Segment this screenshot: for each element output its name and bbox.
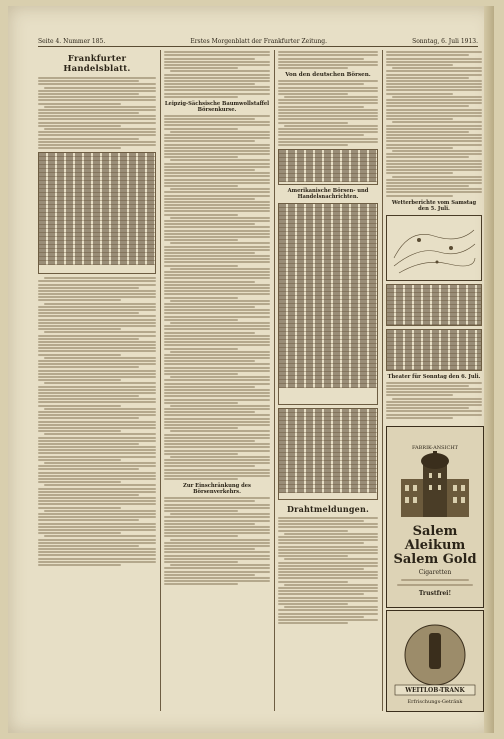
water-level-table bbox=[386, 329, 482, 371]
column-rule bbox=[274, 50, 275, 711]
section-heading: Von den deutschen Börsen. bbox=[285, 72, 371, 79]
newspaper-page bbox=[8, 6, 494, 733]
section-title: Frankfurter Handelsblatt. bbox=[63, 54, 131, 74]
american-market-table bbox=[278, 203, 378, 405]
weitlob-subtitle: Erfrischungs-Getränk bbox=[407, 699, 463, 705]
factory-illustration bbox=[387, 451, 483, 521]
cigarette-label: Cigaretten bbox=[418, 569, 452, 576]
column-rule bbox=[382, 50, 383, 711]
page-header bbox=[38, 36, 478, 47]
column-rule bbox=[160, 50, 161, 711]
trust-free-slogan: Trustfrei! bbox=[418, 590, 452, 597]
market-table bbox=[38, 152, 156, 274]
header-page-number: Seite 4. Nummer 185. bbox=[38, 37, 106, 45]
section-heading: Wetterberichte vom Samstag den 5. Juli. bbox=[391, 199, 477, 212]
weather-map-graphic bbox=[389, 218, 479, 276]
factory-view-caption: FABRIK-ANSICHT bbox=[411, 445, 459, 451]
section-heading: Theater für Sonntag den 6. Juli. bbox=[387, 373, 481, 380]
section-heading: Amerikanische Börsen- und Handelsnachrichten. bbox=[287, 187, 369, 200]
column-3 bbox=[278, 50, 378, 710]
column-4 bbox=[386, 50, 482, 420]
weather-map bbox=[386, 215, 482, 281]
exchange-table bbox=[278, 149, 378, 185]
column-1 bbox=[38, 50, 156, 710]
weather-table bbox=[386, 284, 482, 326]
weitlob-drink-ad bbox=[386, 610, 484, 712]
salem-aleikum-brand: Salem Aleikum bbox=[404, 524, 466, 553]
section-heading: Leipzig-Sächsische Baumwollstaffel Börsenkurse. bbox=[164, 100, 270, 113]
section-heading: Zur Einschränkung des Börsenverkehrs. bbox=[183, 483, 251, 496]
salem-cigarette-ad bbox=[386, 426, 484, 608]
weitlob-ad-graphic bbox=[387, 611, 483, 711]
header-publication: Erstes Morgenblatt der Frankfurter Zeitung. bbox=[190, 37, 328, 45]
commodity-table bbox=[278, 408, 378, 500]
section-title: Drahtmeldungen. bbox=[287, 503, 369, 514]
weitlob-brand: WEITLOB-TRANK bbox=[405, 687, 465, 694]
salem-gold-brand: Salem Gold bbox=[393, 552, 477, 567]
column-2 bbox=[164, 50, 270, 710]
header-date: Sonntag, 6. Juli 1913. bbox=[412, 37, 478, 45]
page-gutter bbox=[484, 6, 494, 733]
